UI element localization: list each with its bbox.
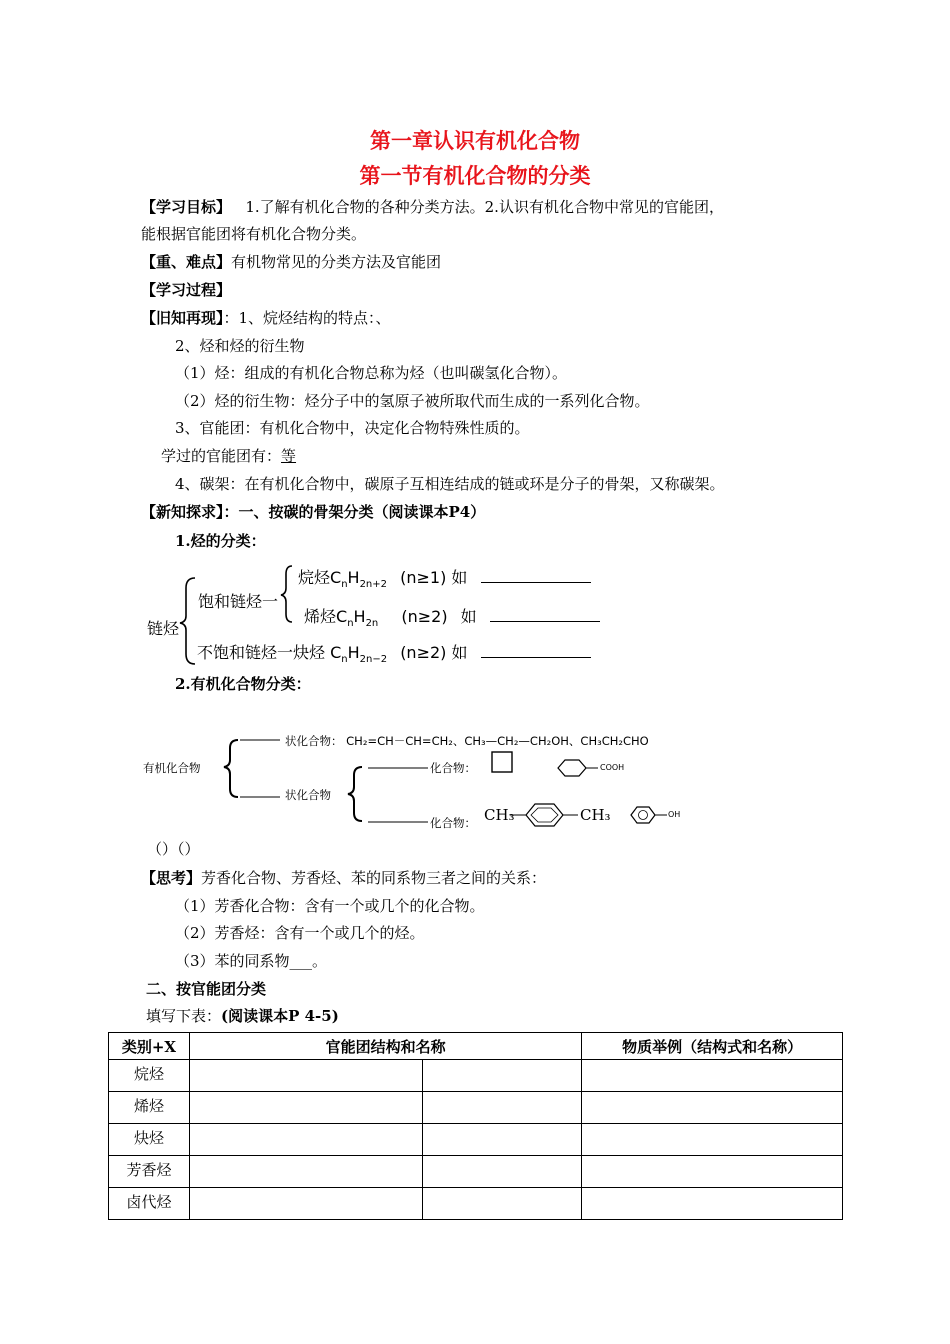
think-item2: （2）芳香烃：含有一个或几个的烃。 (175, 924, 425, 942)
alkene-row (304, 604, 600, 629)
row-alkene: 烯烃 (109, 1092, 190, 1124)
cyclohexane-ring (558, 760, 586, 776)
paren-line: （）（） (147, 840, 200, 858)
review-line2: 2、烃和烃的衍生物 (175, 337, 305, 355)
table-row (109, 1156, 843, 1188)
explore-heading (141, 501, 485, 522)
ch3-left: CH₃ (484, 806, 515, 824)
alkene-cond: (n≥2) (401, 607, 448, 626)
cell-input[interactable] (189, 1060, 422, 1092)
process-label: 【学习过程】 (141, 281, 232, 299)
ring-sub1-label: 化合物： (430, 761, 476, 775)
alkane-cond: (n≥1) (400, 568, 447, 587)
think-line (141, 867, 546, 888)
saturated-label: 饱和链烃一 (198, 592, 279, 611)
alkene-blank[interactable] (490, 621, 600, 622)
alkyne-sub: 2n−2 (359, 654, 388, 666)
think-item3: （3）苯的同系物___。 (175, 952, 328, 970)
keypoints (141, 251, 441, 272)
chain-label: 状化合物： (285, 734, 343, 748)
cell-input[interactable] (422, 1060, 582, 1092)
review-line5: 3、官能团：有机化合物中，决定化合物特殊性质的。 (175, 419, 530, 437)
fill-label: 填写下表： (146, 1007, 222, 1025)
keypoints-text: 有机物常见的分类方法及官能团 (231, 253, 442, 271)
cell-input[interactable] (582, 1060, 843, 1092)
cell-input[interactable] (422, 1156, 582, 1188)
alkane-row (298, 565, 591, 590)
think-item1: （1）芳香化合物：含有一个或几个的化合物。 (175, 897, 485, 915)
cell-input[interactable] (582, 1092, 843, 1124)
cell-input[interactable] (582, 1124, 843, 1156)
review-line7: 4、碳架：在有机化合物中，碳原子互相连结成的链或环是分子的骨架，又称碳架。 (175, 475, 725, 493)
cell-input[interactable] (582, 1156, 843, 1188)
table-row (109, 1092, 843, 1124)
alkene-label: 烯烃C (304, 607, 348, 626)
table-header-row (109, 1033, 843, 1060)
section2-heading: 二、按官能团分类 (146, 980, 267, 998)
section2-fill (146, 1005, 339, 1026)
alkane-n: n (341, 579, 348, 591)
unsaturated-label: 不饱和链烃一炔烃 C (197, 643, 342, 662)
cell-input[interactable] (422, 1124, 582, 1156)
ring-sub2-label: 化合物： (430, 816, 476, 830)
goals-line1 (141, 196, 724, 217)
review-line6-blank: 等 (281, 447, 297, 465)
explore-text: ：一、按碳的骨架分类（阅读课本P4） (223, 503, 486, 521)
row-alkyne: 炔烃 (109, 1124, 190, 1156)
alkane-example: 如 (451, 568, 468, 587)
header-functional-group: 官能团结构和名称 (189, 1033, 581, 1060)
think-text: 芳香化合物、芳香烃、苯的同系物三者之间的关系： (201, 869, 547, 887)
table-row (109, 1060, 843, 1092)
phenol-ring (631, 807, 655, 823)
chain-hydrocarbon-label: 链烃 (147, 619, 180, 638)
goals-label: 【学习目标】 (141, 198, 232, 216)
review-line4: （2）烃的衍生物：烃分子中的氢原子被所取代而生成的一系列化合物。 (175, 392, 650, 410)
review-line6 (161, 445, 296, 466)
oh-label: OH (668, 810, 681, 819)
cell-input[interactable] (422, 1092, 582, 1124)
cell-input[interactable] (189, 1188, 422, 1220)
alkene-sub: 2n (365, 618, 379, 630)
cooh-label: COOH (600, 763, 625, 772)
chain-examples: CH₂=CH－CH=CH₂、CH₃—CH₂—CH₂OH、CH₃CH₂CHO (346, 734, 649, 748)
alkene-h: H (353, 607, 366, 626)
chapter-title: 第一章认识有机化合物 (370, 128, 580, 153)
explore-label: 【新知探求】 (141, 503, 224, 521)
review-line3: （1）烃：组成的有机化合物总称为烃（也叫碳氢化合物）。 (175, 364, 568, 382)
row-aromatic: 芳香烃 (109, 1156, 190, 1188)
alkane-h: H (347, 568, 360, 587)
alkyne-blank[interactable] (481, 657, 591, 658)
functional-group-table (108, 1032, 843, 1220)
row-haloalkane: 卤代烃 (109, 1188, 190, 1220)
cell-input[interactable] (582, 1188, 843, 1220)
alkane-blank[interactable] (481, 582, 591, 583)
alkyne-row (197, 640, 591, 665)
table-row (109, 1124, 843, 1156)
cyclobutane-ring (492, 752, 512, 772)
alkane-label: 烷烃C (298, 568, 342, 587)
alkyne-h: H (347, 643, 360, 662)
review-line6-label: 学过的官能团有： (161, 447, 282, 465)
goals-line2: 能根据官能团将有机化合物分类。 (141, 225, 367, 243)
explore-sub1: 1.烃的分类： (175, 532, 266, 550)
cell-input[interactable] (189, 1156, 422, 1188)
header-examples: 物质举例（结构式和名称） (582, 1033, 843, 1060)
explore-sub2: 2.有机化合物分类： (175, 675, 311, 693)
organic-root: 有机化合物 (143, 761, 201, 775)
fill-ref: (阅读课本P 4-5) (221, 1007, 339, 1025)
think-label: 【思考】 (141, 869, 202, 887)
cell-input[interactable] (189, 1124, 422, 1156)
alkene-n: n (347, 618, 354, 630)
alkene-example: 如 (460, 607, 477, 626)
review-text1: ：1、烷烃结构的特点：、 (223, 309, 391, 327)
header-category: 类别+X (109, 1033, 190, 1060)
review-label: 【旧知再现】 (141, 309, 224, 327)
review-line1 (141, 307, 391, 328)
goals-text1: 1.了解有机化合物的各种分类方法。2.认识有机化合物中常见的官能团， (245, 198, 724, 216)
table-row (109, 1188, 843, 1220)
alkyne-example: 如 (451, 643, 468, 662)
alkyne-cond: (n≥2) (400, 643, 447, 662)
cell-input[interactable] (189, 1092, 422, 1124)
ch3-right: CH₃ (580, 806, 611, 824)
section-title: 第一节有机化合物的分类 (359, 163, 591, 188)
alkyne-n: n (341, 654, 348, 666)
alkane-sub: 2n+2 (359, 579, 388, 591)
ring-compound-label: 状化合物 (285, 788, 331, 802)
keypoints-label: 【重、难点】 (141, 253, 232, 271)
cell-input[interactable] (422, 1188, 582, 1220)
chain-compound-label (285, 733, 649, 749)
row-alkane: 烷烃 (109, 1060, 190, 1092)
